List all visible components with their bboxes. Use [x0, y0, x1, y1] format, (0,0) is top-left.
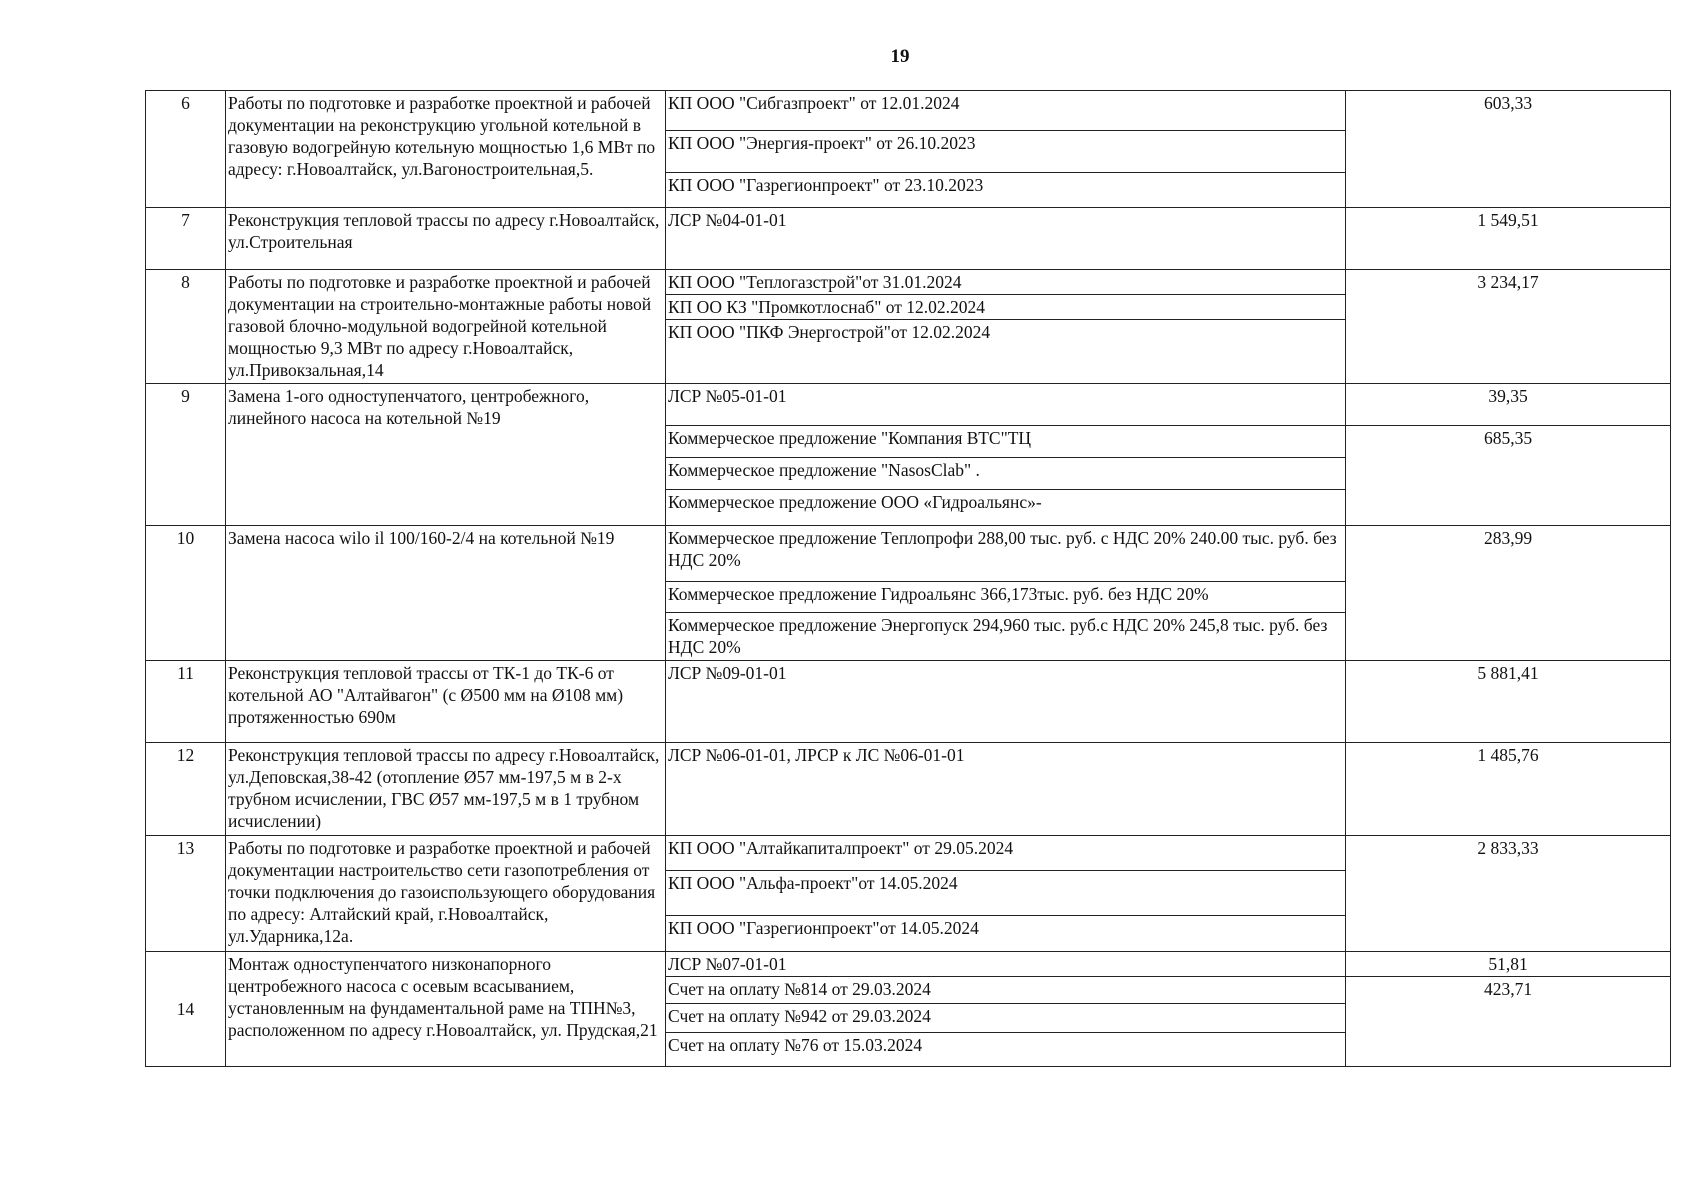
work-description: Работы по подготовке и разработке проектной и рабочей документации на строительно-монтажные работы новой газовой блочно-модульной водогрейной котельной мощностью 9,3 МВт по адресу г.Новоалтайск, ул.Привокзальная,14 [226, 270, 666, 384]
amount-cell: 3 234,17 [1346, 270, 1671, 384]
table-row [146, 384, 1671, 426]
amount-cell: 1 549,51 [1346, 208, 1671, 270]
amount-cell: 685,35 [1346, 426, 1671, 526]
source-document: Коммерческое предложение Теплопрофи 288,00 тыс. руб. с НДС 20% 240.00 тыс. руб. без НДС 20% [666, 526, 1346, 582]
table-row [146, 952, 1671, 977]
amount-cell: 39,35 [1346, 384, 1671, 426]
table-row [146, 661, 1671, 743]
source-document: Счет на оплату №76 от 15.03.2024 [666, 1033, 1346, 1067]
row-number: 9 [146, 384, 226, 526]
row-number: 11 [146, 661, 226, 743]
row-number: 13 [146, 836, 226, 952]
row-number: 14 [146, 952, 226, 1067]
source-document: ЛСР №04-01-01 [666, 208, 1346, 270]
source-document: КП ООО "Газрегионпроект" от 23.10.2023 [666, 173, 1346, 208]
source-document: КП ООО "Сибгазпроект" от 12.01.2024 [666, 91, 1346, 131]
source-document: КП ООО "Алтайкапиталпроект" от 29.05.2024 [666, 836, 1346, 871]
table-row [146, 208, 1671, 270]
amount-cell: 2 833,33 [1346, 836, 1671, 952]
work-description: Реконструкция тепловой трассы от ТК-1 до ТК-6 от котельной АО "Алтайвагон" (с Ø500 мм на Ø108 мм) протяженностью 690м [226, 661, 666, 743]
work-description: Реконструкция тепловой трассы по адресу г.Новоалтайск, ул.Деповская,38-42 (отопление Ø57 мм-197,5 м в 2-х трубном исчислении, ГВС Ø57 мм-197,5 м в 1 трубном исчислении) [226, 743, 666, 836]
source-document: ЛСР №06-01-01, ЛРСР к ЛС №06-01-01 [666, 743, 1346, 836]
amount-cell: 423,71 [1346, 977, 1671, 1067]
table-row [146, 743, 1671, 836]
source-document: ЛСР №07-01-01 [666, 952, 1346, 977]
amount-cell: 283,99 [1346, 526, 1671, 661]
work-description: Работы по подготовке и разработке проектной и рабочей документации настроительство сети газопотребления от точки подключения до газоиспользующего оборудования по адресу: Алтайский край, г.Новоалтайск, ул.Ударника,12а. [226, 836, 666, 952]
source-document: Коммерческое предложение Энергопуск 294,960 тыс. руб.с НДС 20% 245,8 тыс. руб. без НДС 20% [666, 613, 1346, 661]
source-document: Коммерческое предложение "NasosClab" . [666, 458, 1346, 490]
amount-cell: 603,33 [1346, 91, 1671, 208]
source-document: КП ОО КЗ "Промкотлоснаб" от 12.02.2024 [666, 295, 1346, 320]
table-row [146, 270, 1671, 295]
source-document: ЛСР №09-01-01 [666, 661, 1346, 743]
work-description: Работы по подготовке и разработке проектной и рабочей документации на реконструкцию угольной котельной в газовую водогрейную котельную мощностью 1,6 МВт по адресу: г.Новоалтайск, ул.Вагоностроительная,5. [226, 91, 666, 208]
source-document: КП ООО "ПКФ Энергострой"от 12.02.2024 [666, 320, 1346, 384]
source-document: КП ООО "Энергия-проект" от 26.10.2023 [666, 131, 1346, 173]
source-document: Коммерческое предложение Гидроальянс 366,173тыс. руб. без НДС 20% [666, 582, 1346, 613]
row-number: 7 [146, 208, 226, 270]
row-number: 12 [146, 743, 226, 836]
table-row [146, 836, 1671, 871]
estimate-table [145, 90, 1671, 1067]
row-number: 10 [146, 526, 226, 661]
work-description: Реконструкция тепловой трассы по адресу г.Новоалтайск, ул.Строительная [226, 208, 666, 270]
amount-cell: 1 485,76 [1346, 743, 1671, 836]
amount-cell: 51,81 [1346, 952, 1671, 977]
table-row [146, 526, 1671, 582]
work-description: Монтаж одноступенчатого низконапорного центробежного насоса с осевым всасыванием, установленным на фундаментальной раме на ТПН№3, расположенном по адресу г.Новоалтайск, ул. Прудская,21 [226, 952, 666, 1067]
row-number: 8 [146, 270, 226, 384]
row-number: 6 [146, 91, 226, 208]
work-description: Замена насоса wilo il 100/160-2/4 на котельной №19 [226, 526, 666, 661]
page-number: 19 [890, 46, 910, 67]
source-document: КП ООО "Альфа-проект"от 14.05.2024 [666, 871, 1346, 916]
source-document: КП ООО "Газрегионпроект"от 14.05.2024 [666, 916, 1346, 952]
source-document: Коммерческое предложение ООО «Гидроальянс»- [666, 490, 1346, 526]
source-document: ЛСР №05-01-01 [666, 384, 1346, 426]
work-description: Замена 1-ого одноступенчатого, центробежного, линейного насоса на котельной №19 [226, 384, 666, 526]
source-document: КП ООО "Теплогазстрой"от 31.01.2024 [666, 270, 1346, 295]
source-document: Счет на оплату №942 от 29.03.2024 [666, 1004, 1346, 1033]
table-row [146, 91, 1671, 131]
source-document: Коммерческое предложение "Компания ВТС"ТЦ [666, 426, 1346, 458]
amount-cell: 5 881,41 [1346, 661, 1671, 743]
source-document: Счет на оплату №814 от 29.03.2024 [666, 977, 1346, 1004]
